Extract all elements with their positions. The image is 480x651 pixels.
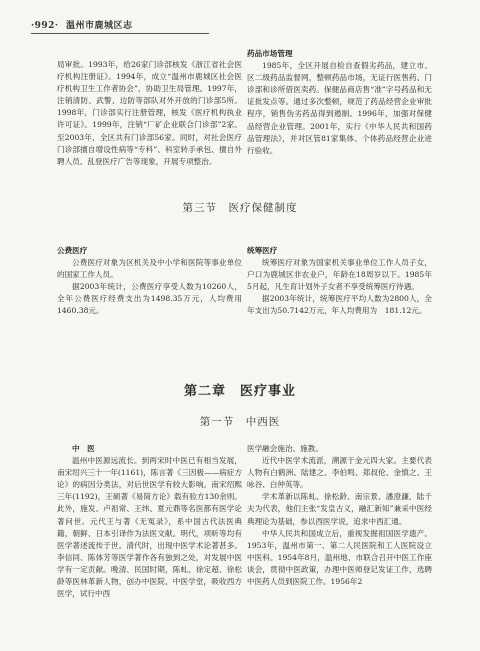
- top-right-column: [247, 48, 432, 157]
- paragraph: 温州中医源远流长。到两宋时中医已有相当发展，南宋绍兴三十一年(1161)，陈言著《三因极——病症方论》的病因分类法，对后世医学有较大影响。南宋绍熙三年(1192)，王硕著《易简方论》载有验方130余则。此外，施发、卢祖常、王纬、夏元鼎等名医都有医学论著问世。元代王与著《无冤录》，系中国古代法医典籍，朝鲜、日本引译作为法医文献。明代，项昕等均有医学著述流传于世。清代时，出现中医学术论著甚多。李信同、陈体芳等医学著作各有独到之处，对发展中医学有一定贡献。晚清、民国时期，陈虬、徐定超、徐松龄等医林革新人物，创办中医院、中医学堂，吸收西方医学，试行中西: [57, 456, 242, 599]
- section-title: 第一节 中西医: [199, 416, 281, 428]
- paragraph: 局审批。1993年，给26家门诊部核发《浙江省社会医疗机构注册证》。1994年，成立“温州市鹿城区社会医疗机构卫生工作者协会”，协助卫生局管理。1997年，注销清防、武警、边防等部队对外开放的门诊部5所。1998年，门诊部实行注册管理，核发《医疗机构执业许可证》。1999年，注销“厂矿企业联合门诊部”2家。至2003年，全区共有门诊部56家。同时，对社会医疗门诊部擅自增设性病等“专科”、科室转手承包、擅自外聘人员、乱登医疗广告等现象，开展专项整治。: [57, 60, 242, 166]
- paragraph: 中华人民共和国成立后，重视发掘祖国医学遗产。1953年，温州市第一、第二人民医院和工人医院设立中医科。1954年8月，温州地、市联合召开中医工作座谈会，贯彻中医政策，办理中医师登记发证工作，选聘中医药人员到医院工作。1956年2: [247, 528, 432, 587]
- paragraph: 据2003年统计，统筹医疗平均人数为2800人，全年支出为50.7142万元，年人均费用为 181.12元。: [247, 294, 432, 316]
- paragraph: 学术革新以陈虬、徐松龄、南宗景、潘澄濂、陆千夫为代表，他们主张“发皇古义，融汇新知”兼采中医经典理论为基础，参以西医学说，追求中西汇通。: [247, 492, 432, 526]
- paragraph: 据2003年统计，公费医疗享受人数为10260人，全年公费医疗经费支出为1498.35万元，人均费用1460.38元。: [57, 282, 242, 316]
- subheading: 公费医疗: [57, 246, 88, 255]
- paragraph: 近代中医学术流派，溯源于金元四大家。主要代表人物有白鹤洲、陆建之、李伯鸣、郑叔伦、金慎之、王咏谷、白仲英等。: [247, 456, 432, 490]
- mid-left-column: [57, 245, 242, 318]
- subheading: 药品市场管理: [247, 49, 293, 58]
- bottom-right-column: [247, 443, 432, 588]
- subheading: 统筹医疗: [247, 246, 278, 255]
- mid-right-column: [247, 245, 432, 318]
- chapter-title: 第二章 医疗事业: [183, 384, 296, 399]
- page-number: ·992·: [31, 21, 59, 31]
- paragraph: 医学融会施治、施教。: [247, 444, 323, 453]
- subheading: 中 医: [72, 444, 95, 453]
- paragraph: 统筹医疗对象为国家机关事业单位工作人员子女，户口为鹿城区非农业户，年龄在18周岁以下。1985年5月起，凡生育计划外子女者不享受统筹医疗待遇。: [247, 258, 432, 292]
- header-rule: [31, 33, 209, 34]
- paragraph: 1985年，全区开展自检自查假劣药品，建立市、区二级药品监督网，整顿药品市场，无证行医售药、门诊部和诊所借医卖药。保健品商店售“准”字号药品和无证批发点等。通过多次整顿，规范了药品经营企业审批程序，销售伪劣药品得到遏制。1996年，加强对保健品经营企业管理。2001年，实行《中华人民共和国药品管理法》，并对区管81家集体、个体药品经营企业进行验收。: [247, 61, 432, 155]
- section-title: 第三节 医疗保健制度: [182, 202, 298, 214]
- paragraph: 公费医疗对象为区机关及中小学和医院等事业单位的国家工作人员。: [57, 258, 242, 280]
- book-title: 温州市鹿城区志: [65, 21, 133, 31]
- top-left-column: [57, 59, 242, 168]
- running-header: [31, 18, 132, 31]
- bottom-left-column: [57, 443, 242, 600]
